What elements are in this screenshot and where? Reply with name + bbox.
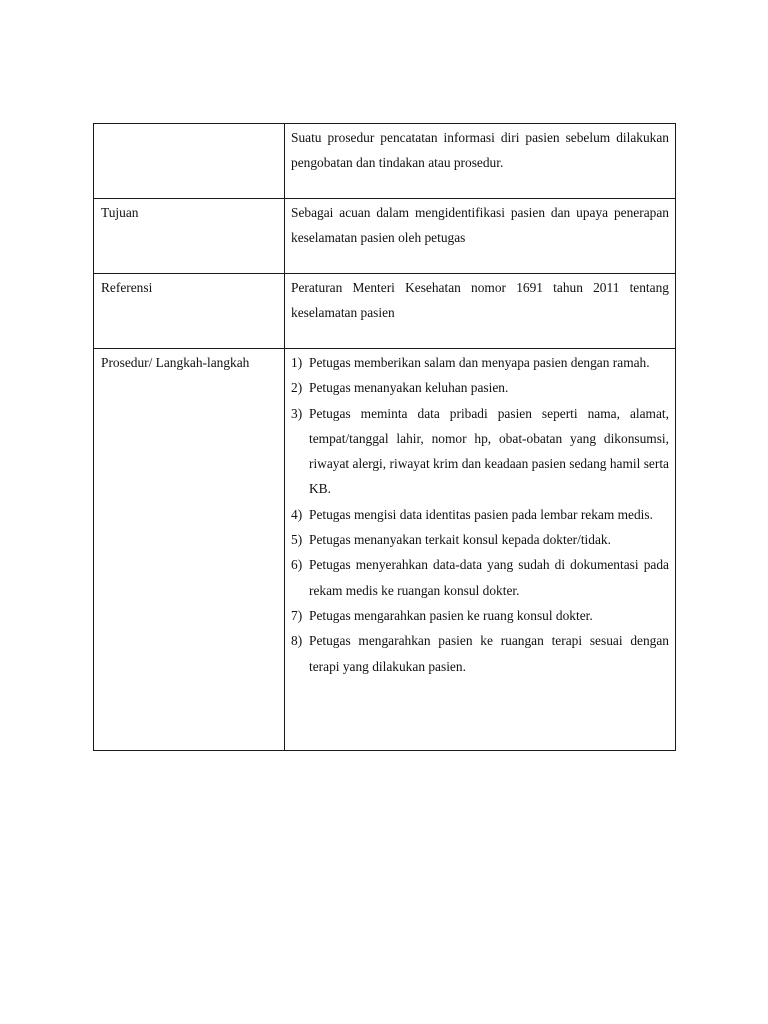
list-item [291,350,669,375]
tujuan-text: Sebagai acuan dalam mengidentifikasi pasien dan upaya penerapan keselamatan pasien oleh petugas [291,205,669,245]
step-text: Petugas menanyakan keluhan pasien. [309,380,509,396]
content-cell [285,349,676,751]
row-label-tujuan: Tujuan [101,205,139,220]
list-item [291,502,669,527]
list-item [291,401,669,502]
step-text: Petugas menyerahkan data-data yang sudah di dokumentasi pada rekam medis ke ruangan konsul dokter. [309,557,669,598]
procedure-table [93,123,676,751]
content-cell [285,199,676,274]
label-cell [94,124,285,199]
label-cell [94,199,285,274]
row-label-referensi: Referensi [101,280,153,295]
step-text: Petugas meminta data pribadi pasien seperti nama, alamat, tempat/tanggal lahir, nomor hp, obat-obatan yang dikonsumsi, riwayat alergi, riwayat krim dan keadaan pasien sedang hamil serta KB. [309,405,669,497]
list-item [291,603,669,628]
step-text: Petugas mengarahkan pasien ke ruang konsul dokter. [309,607,593,623]
label-cell [94,349,285,751]
step-number: 7) [291,607,303,623]
step-text: Petugas mengisi data identitas pasien pada lembar rekam medis. [309,506,653,522]
row-label-prosedur: Prosedur/ Langkah-langkah [101,355,250,370]
list-item [291,628,669,679]
step-number: 1) [291,355,303,370]
referensi-text: Peraturan Menteri Kesehatan nomor 1691 tahun 2011 tentang keselamatan pasien [291,280,669,320]
table-row-prosedur [94,349,676,751]
row-label [94,124,284,125]
content-cell [285,124,676,199]
step-number: 6) [291,557,303,573]
label-cell [94,274,285,349]
step-text: Petugas mengarahkan pasien ke ruangan terapi sesuai dengan terapi yang dilakukan pasien. [309,633,669,674]
table-row-referensi [94,274,676,349]
list-item [291,375,669,400]
table-row-definisi [94,124,676,199]
procedure-steps-list [285,349,675,679]
definisi-text: Suatu prosedur pencatatan informasi diri pasien sebelum dilakukan pengobatan dan tindakan atau prosedur. [291,130,669,170]
table-row-tujuan [94,199,676,274]
step-number: 3) [291,405,303,421]
content-cell [285,274,676,349]
step-number: 2) [291,380,303,396]
step-text: Petugas menanyakan terkait konsul kepada dokter/tidak. [309,532,611,548]
list-item [291,552,669,603]
list-item [291,527,669,552]
step-number: 8) [291,633,303,649]
step-text: Petugas memberikan salam dan menyapa pasien dengan ramah. [309,355,650,370]
step-number: 4) [291,506,303,522]
step-number: 5) [291,532,303,548]
